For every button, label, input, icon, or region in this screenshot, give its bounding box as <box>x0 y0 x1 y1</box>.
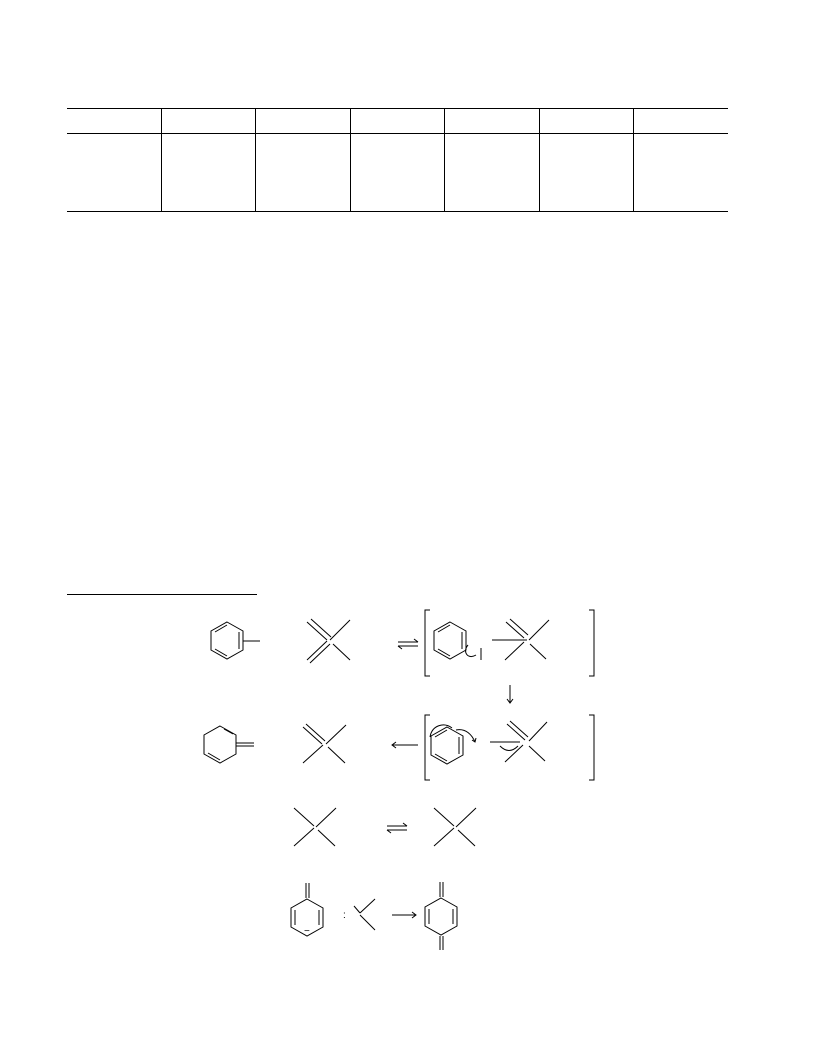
curved-arrow-icon <box>466 645 481 660</box>
right-bracket <box>589 715 594 780</box>
equilibrium-arrow <box>398 639 418 649</box>
curved-arrow-icon <box>500 746 518 751</box>
lone-pair-fragment <box>343 899 375 930</box>
x-shaped-fragment <box>294 808 336 846</box>
quinoid-product <box>425 882 457 950</box>
curved-arrow-icon <box>430 725 476 742</box>
right-arrow-icon <box>392 912 416 918</box>
x-shaped-fragment <box>492 619 549 660</box>
x-shaped-fragment <box>434 808 476 846</box>
anionic-ring <box>291 883 323 937</box>
down-arrow-icon <box>507 685 513 703</box>
x-shaped-fragment <box>307 619 350 663</box>
left-bracket <box>425 610 430 676</box>
x-shaped-fragment <box>303 724 346 763</box>
right-bracket <box>589 610 594 676</box>
x-shaped-fragment <box>490 721 547 762</box>
cyclohexadiene-product <box>204 726 254 763</box>
left-bracket <box>425 715 430 780</box>
benzene-ring-intermediate <box>434 622 466 659</box>
benzene-ring-reactant <box>211 622 260 659</box>
charge-label: − <box>304 926 310 937</box>
benzene-ring-intermediate <box>431 727 463 764</box>
equilibrium-arrow <box>387 823 407 833</box>
lone-pair-label: : <box>343 910 346 921</box>
left-arrow-icon <box>392 742 418 748</box>
